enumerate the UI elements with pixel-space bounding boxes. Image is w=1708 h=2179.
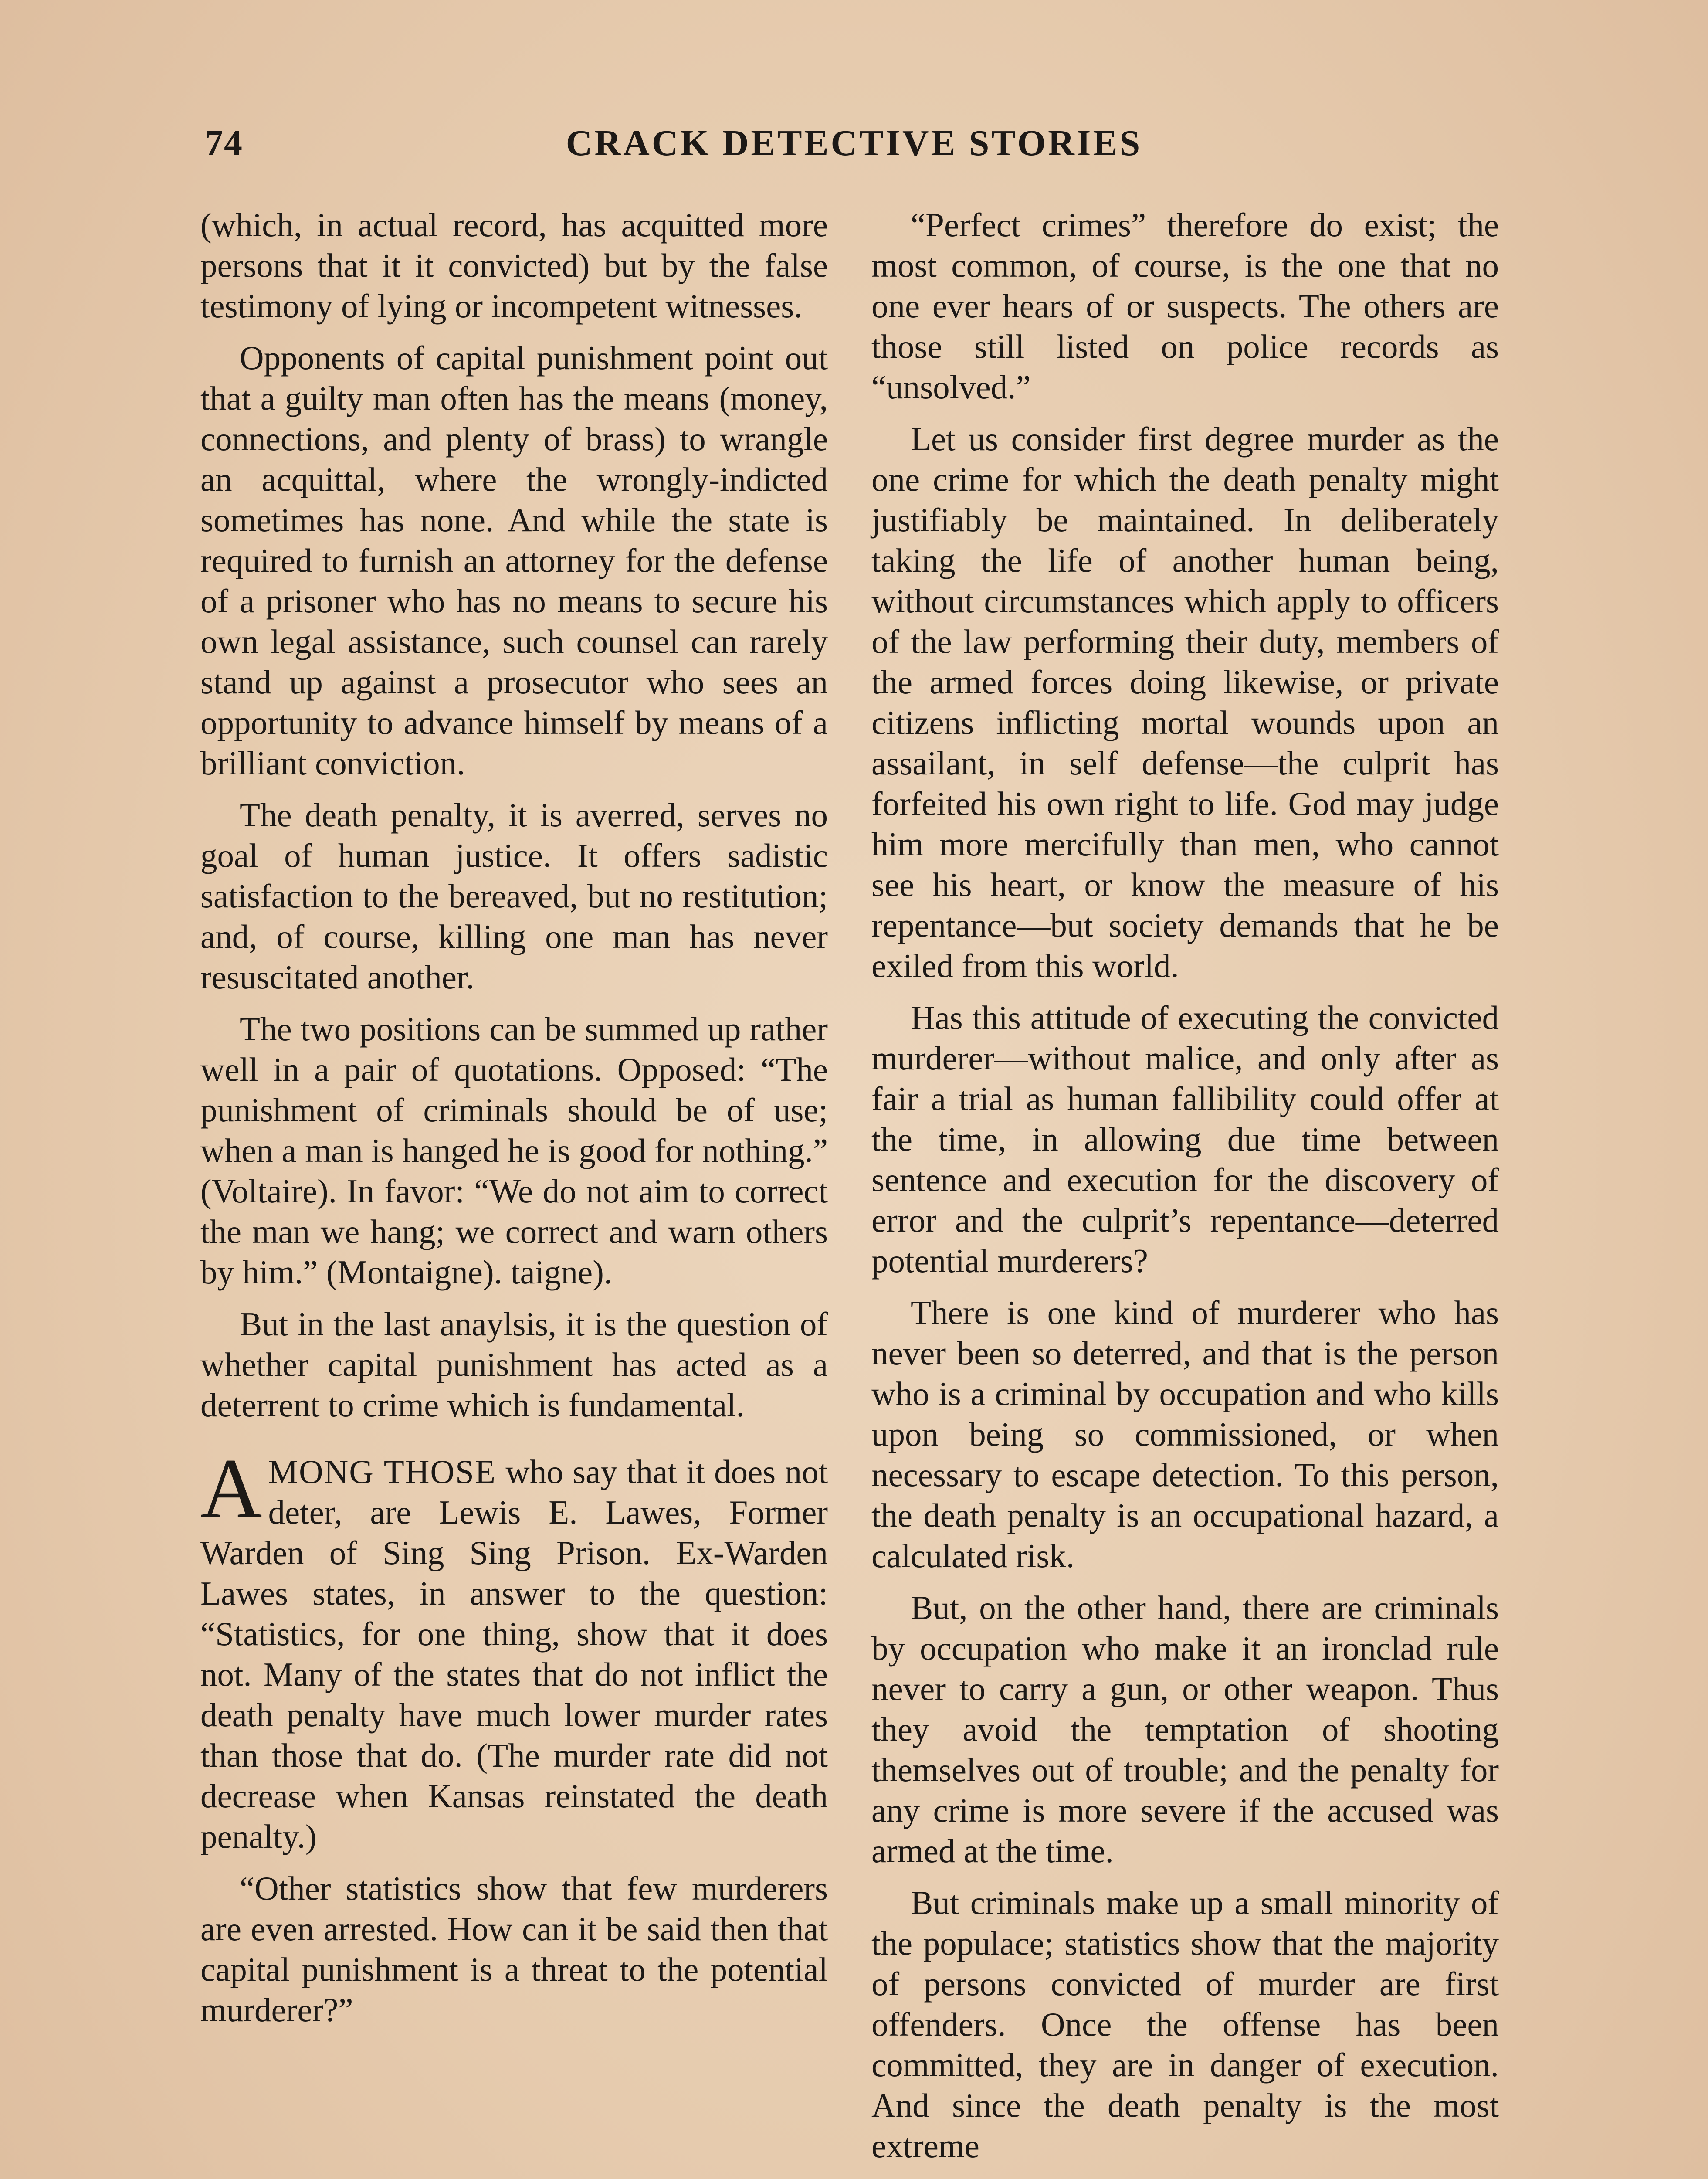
running-title: CRACK DETECTIVE STORIES — [566, 123, 1142, 163]
paragraph: The two positions can be summed up rather well in a pair of quotations. Opposed: “The punishment of criminals should be of use; when a man is hanged he is good for nothing.” (Voltaire). In favor: “We do not aim to correct the man we hang; we correct and warn others by him.” (Montaigne). taigne). — [200, 1010, 828, 1291]
section-lead-in: MONG THOSE — [268, 1453, 496, 1490]
paragraph: The death penalty, it is averred, serves no goal of human justice. It offers sadistic satisfaction to the bereaved, but no restitution; and, of course, killing one man has never resuscitated another. — [200, 796, 828, 996]
paragraph: But criminals make up a small minority of the populace; statistics show that the majority of persons convicted of murder are first offenders. Once the offense has been committed, they are in danger of execution. And since the death penalty is the most extreme — [871, 1884, 1499, 2165]
paragraph: Let us consider first degree murder as the one crime for which the death penalty might justifiably be maintained. In deliberately taking the life of another human being, without circumstances which apply to officers of the law performing their duty, members of the armed forces doing likewise, or private citizens inflicting mortal wounds upon an assailant, in self defense—the culprit has forfeited his own right to life. God may judge him more mercifully than men, who cannot see his heart, or know the measure of his repentance—but society demands that he be exiled from this world. — [871, 420, 1499, 984]
paragraph: There is one kind of murderer who has never been so deterred, and that is the person who is a criminal by occupation and who kills upon being so commissioned, or when necessary to escape detection. To this person, the death penalty is an occupational hazard, a calculated risk. — [871, 1294, 1499, 1575]
paragraph: But, on the other hand, there are criminals by occupation who make it an ironclad rule never to carry a gun, or other weapon. Thus they avoid the temptation of shooting themselves out of trouble; and the penalty for any crime is more severe if the accused was armed at the time. — [871, 1589, 1499, 1870]
paragraph: Has this attitude of executing the convicted murderer—without malice, and only after as fair a trial as human fallibility could offer at the time, in allowing due time between sentence and execution for the discovery of error and the culprit’s repentance—deterred potential murderers? — [871, 999, 1499, 1280]
paragraph-text: who say that it does not deter, are Lewis E. Lawes, Former Warden of Sing Sing Prison. Ex-Warden Lawes states, in answer to the question: “Statistics, for one thing, show that it does not. Many of the states that do not inflict the death penalty have much lower murder rates than those that do. (The murder rate did not decrease when Kansas reinstated the death penalty.) — [200, 1453, 828, 1855]
left-column — [200, 205, 828, 2042]
paragraph: “Perfect crimes” therefore do exist; the most common, of course, is the one that no one ever hears of or suspects. The others are those still listed on police records as “unsolved.” — [871, 206, 1499, 406]
right-column — [871, 205, 1499, 2178]
page-number: 74 — [205, 123, 243, 163]
paragraph: Opponents of capital punishment point out that a guilty man often has the means (money, connections, and plenty of brass) to wrangle an acquittal, where the wrongly-indicted sometimes has none. And while the state is required to furnish an attorney for the defense of a prisoner who has no means to secure his own legal assistance, such counsel can rarely stand up against a prosecutor who sees an opportunity to advance himself by means of a brilliant conviction. — [200, 339, 828, 782]
paragraph: But in the last anaylsis, it is the question of whether capital punishment has acted as a deterrent to crime which is fundamental. — [200, 1305, 828, 1424]
page-header — [205, 122, 1503, 174]
paragraph: (which, in actual record, has acquitted more persons that it it convicted) but by the false testimony of lying or incompetent witnesses. — [200, 206, 828, 325]
paragraph: “Other statistics show that few murderers are even arrested. How can it be said then that capital punishment is a threat to the potential murderer?” — [200, 1870, 828, 2029]
drop-cap: A — [200, 1441, 262, 1536]
section-opening-paragraph — [200, 1441, 828, 1857]
